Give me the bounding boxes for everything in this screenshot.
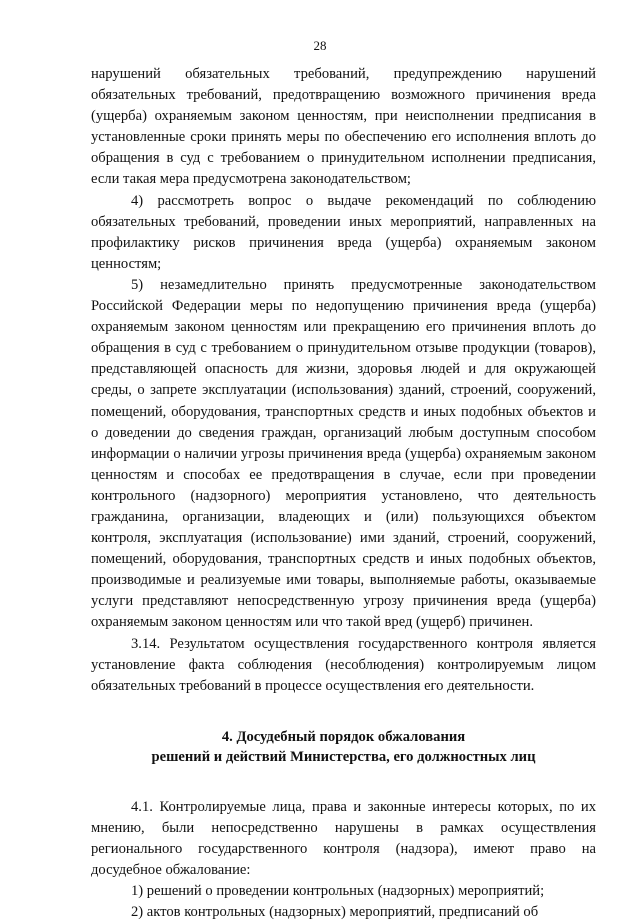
paragraph: 3.14. Результатом осуществления государственного контроля является установление факта соблюдения (несоблюдения) контролируемым лицом обязательных требований в процессе осуществления его деятельности. xyxy=(91,635,596,694)
paragraph: нарушений обязательных требований, предупреждению нарушений обязательных требований, предотвращению возможного причинения вреда (ущерба) охраняемым законом ценностям, при неисполнении предписания в установленные сроки принять меры по обеспечению его исполнения вплоть до обращения в суд с требованием о принудительном исполнении предписания, если такая мера предусмотрена законодательством; xyxy=(91,66,596,188)
section-heading-line: решений и действий Министерства, его должностных лиц xyxy=(151,748,536,765)
document-body xyxy=(91,64,596,923)
paragraph: 5) незамедлительно принять предусмотренные законодательством Российской Федерации меры по недопущению причинения вреда (ущерба) охраняемым законом ценностям или прекращению его причинения вплоть до обращения в суд с требованием о принудительном отзыве продукции (товаров), представляющей опасность для жизни, здоровья людей и для окружающей среды, о запрете эксплуатации (использования) зданий, строений, сооружений, помещений, оборудования, транспортных средств и иных подобных объектов и о доведении до сведения граждан, организаций любым доступным способом информации о наличии угрозы причинения вреда (ущерба) охраняемым законом ценностям и способах ее предотвращения в случае, если при проведении контрольного (надзорного) мероприятия установлено, что деятельность гражданина, организации, владеющих и (или) пользующихся объектом контроля, эксплуатация (использование) ими зданий, строений, сооружений, помещений, оборудования, транспортных средств и иных подобных объектов, производимые и реализуемые ими товары, выполняемые работы, оказываемые услуги представляют непосредственную угрозу причинения вреда (ущерба) охраняемым законом ценностям или что такой вред (ущерб) причинен. xyxy=(91,276,596,631)
paragraph: 4) рассмотреть вопрос о выдаче рекомендаций по соблюдению обязательных требований, проведении иных мероприятий, направленных на профилактику рисков причинения вреда (ущерба) охраняемым законом ценностям; xyxy=(91,192,596,272)
section-heading-line: 4. Досудебный порядок обжалования xyxy=(221,728,466,745)
paragraph: 4.1. Контролируемые лица, права и законные интересы которых, по их мнению, были непосредственно нарушены в рамках осуществления регионального государственного контроля (надзора), имеют право на досудебное обжалование: xyxy=(91,798,596,879)
paragraph: 2) актов контрольных (надзорных) мероприятий, предписаний об xyxy=(131,904,539,921)
page-number: 28 xyxy=(313,38,327,53)
section-heading xyxy=(91,727,596,767)
paragraph: 1) решений о проведении контрольных (надзорных) мероприятий; xyxy=(131,883,545,900)
